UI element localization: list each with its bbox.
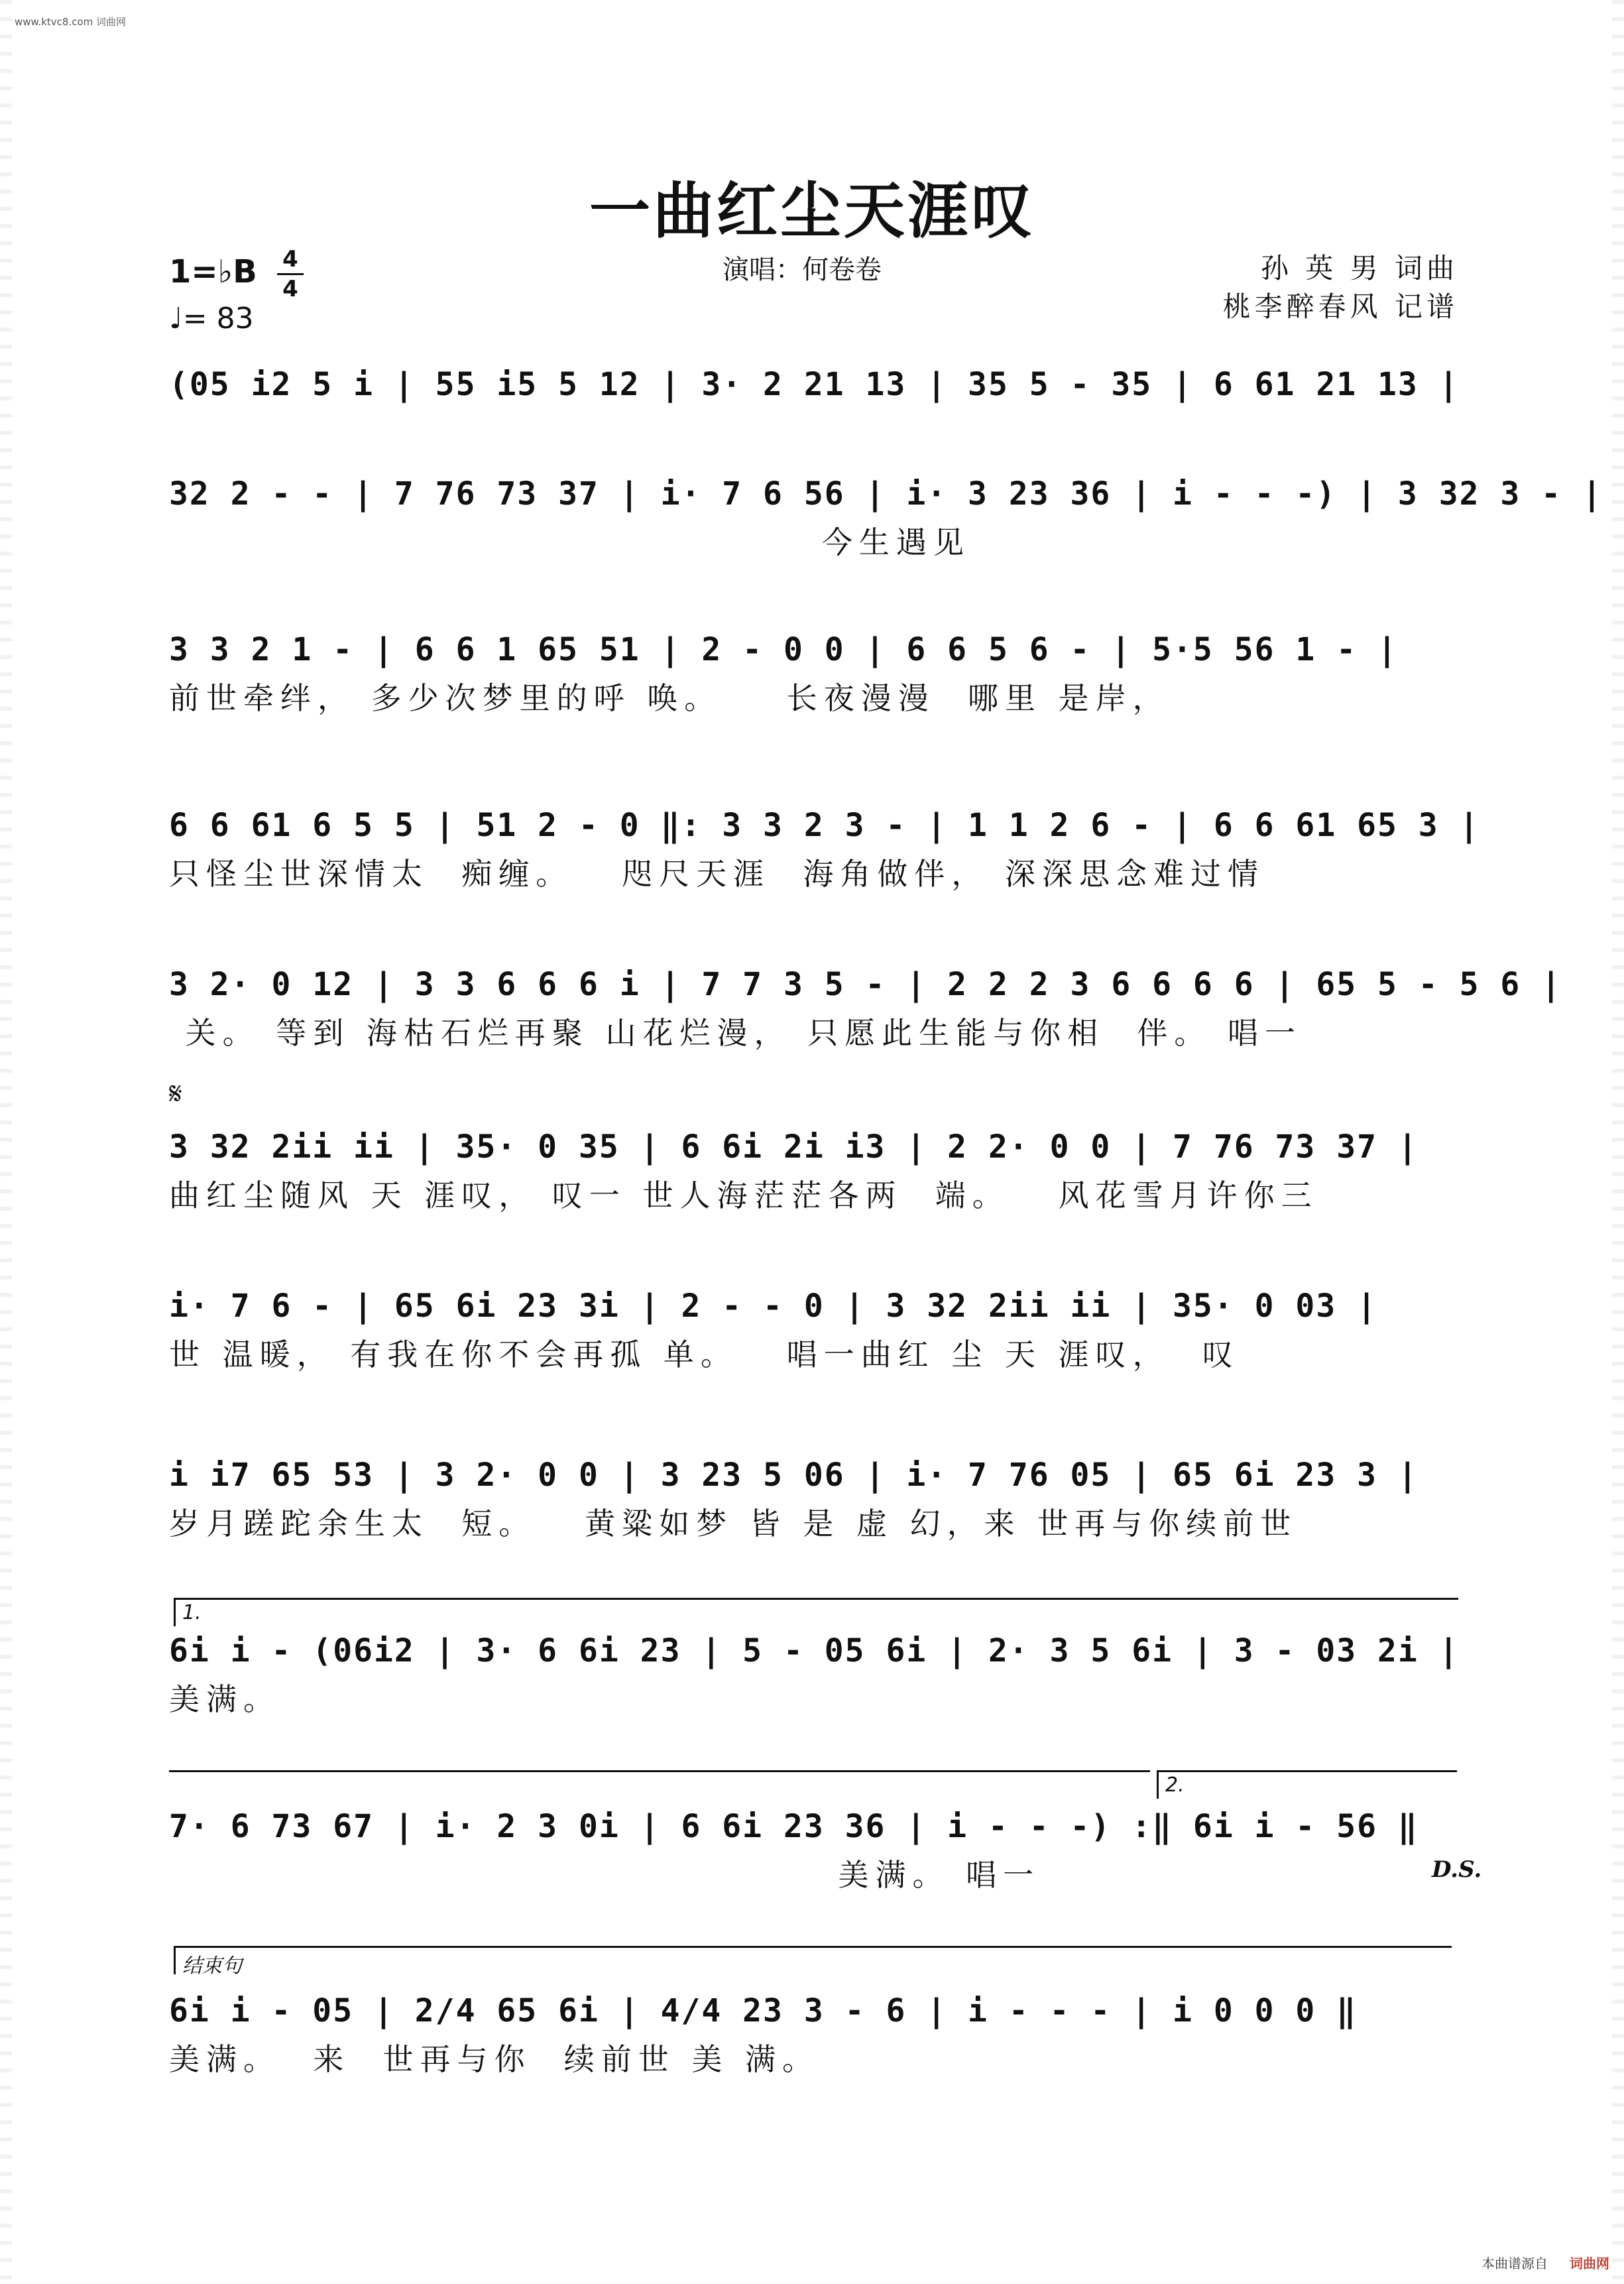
notes-line: i· 7 6 - | 65 6i 23 3i | 2 - - 0 | 3 32 2ii ii | 35· 0 03 | (169, 1288, 1378, 1325)
volta-label-2: 2. (1165, 1773, 1185, 1797)
lyrics-line: 今生遇见 (169, 524, 970, 560)
dal-segno-marking: D.S. (1432, 1856, 1482, 1883)
watermark-strip-left (0, 0, 12, 2284)
notes-line: 6i i - (06i2 | 3· 6 6i 23 | 5 - 05 6i | 2· 3 5 6i | 3 - 03 2i | (169, 1632, 1460, 1669)
volta-line-first-ending (169, 1770, 1150, 1799)
notes-line: 3 32 2ii ii | 35· 0 35 | 6 6i 2i i3 | 2 2· 0 0 | 7 76 73 37 | (169, 1128, 1419, 1166)
time-signature-bar (277, 273, 304, 275)
lyrics-line: 岁月蹉跎余生太 短。 黄粱如梦 皆 是 虚 幻，来 世再与你续前世 (169, 1506, 1298, 1541)
lyrics-line: 只怪尘世深情太 痴缠。 咫尺天涯 海角做伴， 深深思念难过情 (169, 856, 1265, 892)
lyrics-line (169, 413, 1458, 453)
site-tag[interactable]: www.ktvc8.com 词曲网 (15, 16, 127, 28)
footer-site-logo[interactable]: 词曲网 (1570, 2255, 1609, 2271)
lyrics-line: 世 温暖， 有我在你不会再孤 单。 唱一曲红 尘 天 涯叹， 叹 (169, 1337, 1240, 1372)
notes-line: 32 2 - - | 7 76 73 37 | i· 7 6 56 | i· 3 23 36 | i - - -) | 3 32 3 - | (169, 475, 1603, 512)
key-signature: 1=♭B (169, 253, 257, 290)
watermark-strip-right (1612, 0, 1624, 2284)
lyrics-line: 美满。 (169, 1681, 280, 1717)
notes-line: i i7 65 53 | 3 2· 0 0 | 3 23 5 06 | i· 7 76 05 | 65 6i 23 3 | (169, 1457, 1419, 1494)
notes-line: 6 6 61 6 5 5 | 51 2 - 0 ‖: 3 3 2 3 - | 1 1 2 6 - | 6 6 61 65 3 | (169, 807, 1480, 844)
notes-line: 7· 6 73 67 | i· 2 3 0i | 6 6i 23 36 | i - - -) :‖ 6i i - 56 ‖ (169, 1808, 1419, 1845)
lyrics-line: 美满。 唱一 (169, 1857, 1041, 1893)
tempo-marking: ♩= 83 (169, 302, 254, 335)
lyrics-line: 关。 等到 海枯石烂再聚 山花烂漫， 只愿此生能与你相 伴。 唱一 (169, 1015, 1302, 1051)
volta-bracket-1 (174, 1598, 1458, 1626)
song-title: 一曲红尘天涯叹 (589, 175, 1035, 247)
singer-credit: 演唱：何卷卷 (723, 255, 882, 285)
composer-credit: 孙 英 男 词曲 (1260, 252, 1458, 284)
coda-label: 结束句 (182, 1954, 242, 1978)
notes-line: (05 i2 5 i | 55 i5 5 12 | 3· 2 21 13 | 35 5 - 35 | 6 61 21 13 | (169, 366, 1460, 403)
coda-bracket (174, 1946, 1452, 1978)
lyrics-line: 曲红尘随风 天 涯叹， 叹一 世人海茫茫各两 端。 风花雪月许你三 (169, 1177, 1318, 1213)
time-signature (277, 247, 304, 302)
volta-bracket-2 (1157, 1770, 1457, 1799)
lyrics-line: 美满。 来 世再与你 续前世 美 满。 (169, 2041, 819, 2077)
segno-sign: 𝄋 (169, 1075, 182, 1111)
transcriber-credit: 桃李醉春风 记谱 (1222, 290, 1458, 323)
volta-label-1: 1. (182, 1601, 202, 1624)
time-signature-bottom: 4 (282, 276, 298, 302)
time-signature-top: 4 (282, 246, 298, 272)
footer-source-text: 本曲谱源自 (1481, 2255, 1548, 2271)
notes-line: 6i i - 05 | 2/4 65 6i | 4/4 23 3 - 6 | i - - - | i 0 0 0 ‖ (169, 1992, 1358, 2029)
lyrics-line: 前世牵绊， 多少次梦里的呼 唤。 长夜漫漫 哪里 是岸， (169, 680, 1170, 716)
notes-line: 3 3 2 1 - | 6 6 1 65 51 | 2 - 0 0 | 6 6 5 6 - | 5·5 56 1 - | (169, 631, 1398, 668)
notes-line: 3 2· 0 12 | 3 3 6 6 6 i | 7 7 3 5 - | 2 2 2 3 6 6 6 6 | 65 5 - 5 6 | (169, 966, 1562, 1003)
